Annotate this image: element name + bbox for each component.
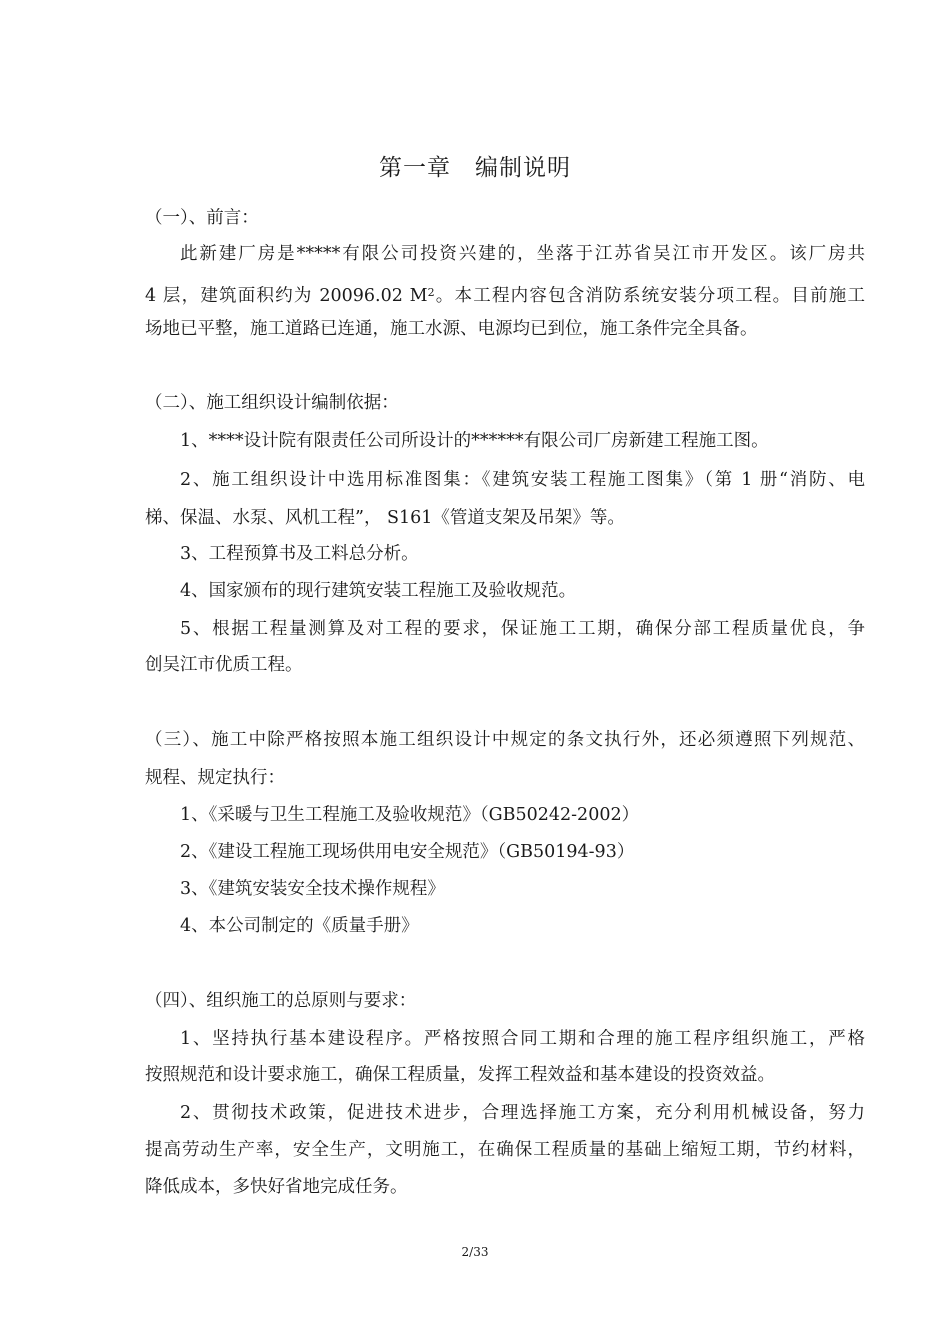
paragraph-line — [145, 280, 865, 309]
list-item: 3、工程预算书及工料总分析。 — [180, 544, 419, 564]
superscript: 2 — [427, 286, 435, 299]
page-number: 2/33 — [461, 1245, 489, 1259]
list-item: 1、《采暖与卫生工程施工及验收规范》（GB50242-2002） — [180, 805, 640, 825]
paragraph-line: 此新建厂房是*****有限公司投资兴建的，坐落于江苏省吴江市开发区。该厂房共 — [180, 244, 865, 264]
list-item: 4、国家颁布的现行建筑安装工程施工及验收规范。 — [180, 581, 577, 601]
paragraph-text: 。本工程内容包含消防系统安装分项工程。目前施工 — [434, 286, 865, 306]
list-item: 2、施工组织设计中选用标准图集：《建筑安装工程施工图集》（第 1 册“消防、电 — [180, 470, 865, 490]
section-heading-basis: （二）、施工组织设计编制依据： — [145, 393, 399, 413]
list-item: 2、贯彻技术政策，促进技术进步，合理选择施工方案，充分利用机械设备，努力 — [180, 1103, 865, 1123]
chapter-name: 编制说明 — [475, 155, 571, 181]
paragraph-text: 4 层，建筑面积约为 20096.02 M — [145, 286, 428, 306]
list-item: 2、《建设工程施工现场供用电安全规范》（GB50194-93） — [180, 842, 635, 862]
list-item-continued: 梯、保温、水泵、风机工程”， S161《管道支架及吊架》等。 — [145, 508, 625, 528]
list-item: 1、****设计院有限责任公司所设计的******有限公司厂房新建工程施工图。 — [180, 431, 769, 451]
list-item: 1、坚持执行基本建设程序。严格按照合同工期和合理的施工程序组织施工，严格 — [180, 1029, 865, 1049]
list-item: 4、本公司制定的《质量手册》 — [180, 916, 419, 936]
chapter-number: 第一章 — [379, 155, 451, 181]
list-item-continued: 创吴江市优质工程。 — [145, 655, 303, 675]
list-item-continued: 提高劳动生产率，安全生产，文明施工，在确保工程质量的基础上缩短工期，节约材料， — [145, 1140, 865, 1160]
section-heading-preface: （一）、前言： — [145, 208, 259, 228]
list-item: 3、《建筑安装安全技术操作规程》 — [180, 879, 445, 899]
list-item-continued: 降低成本，多快好省地完成任务。 — [145, 1177, 408, 1197]
section-heading-principles: （四）、组织施工的总原则与要求： — [145, 991, 417, 1011]
section-heading-continued: 规程、规定执行： — [145, 768, 285, 788]
list-item-continued: 按照规范和设计要求施工，确保工程质量，发挥工程效益和基本建设的投资效益。 — [145, 1065, 775, 1085]
paragraph-line: 场地已平整，施工道路已连通，施工水源、电源均已到位，施工条件完全具备。 — [145, 319, 758, 339]
section-heading-standards: （三）、施工中除严格按照本施工组织设计中规定的条文执行外，还必须遵照下列规范、 — [145, 730, 865, 750]
list-item: 5、根据工程量测算及对工程的要求，保证施工工期，确保分部工程质量优良，争 — [180, 619, 865, 639]
chapter-title — [0, 152, 950, 184]
